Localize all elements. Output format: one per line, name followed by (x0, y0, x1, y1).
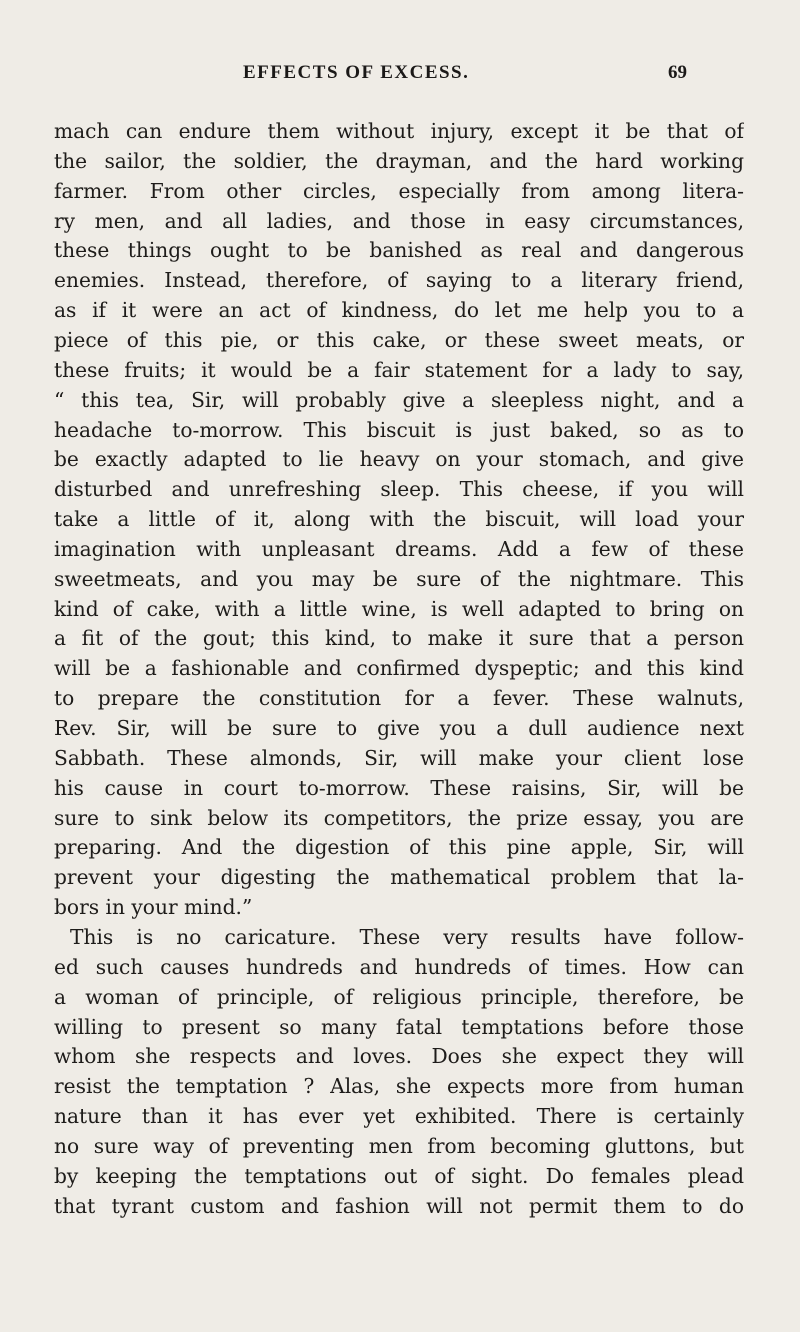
text-line: a fit of the gout; this kind, to make it sure that a person (54, 626, 744, 651)
text-line: be exactly adapted to lie heavy on your stomach, and give (54, 447, 744, 472)
page-number: 69 (668, 62, 687, 83)
text-line: to prepare the constitution for a fever. These walnuts, (54, 686, 744, 711)
text-line: ed such causes hundreds and hundreds of times. How can (54, 954, 744, 979)
text-line: as if it were an act of kindness, do let me help you to a (54, 298, 744, 323)
running-head (0, 62, 800, 90)
text-line: his cause in court to-morrow. These raisins, Sir, will be (54, 775, 744, 800)
text-line: sweetmeats, and you may be sure of the nightmare. This (54, 566, 744, 591)
text-line: mach can endure them without injury, except it be that of (54, 119, 744, 143)
text-line: Sabbath. These almonds, Sir, will make your client lose (54, 745, 744, 770)
text-line: the sailor, the soldier, the drayman, and the hard working (54, 148, 744, 173)
text-line: nature than it has ever yet exhibited. There is certainly (54, 1104, 744, 1129)
text-line: headache to-morrow. This biscuit is just baked, so as to (54, 417, 744, 442)
text-line: a woman of principle, of religious principle, therefore, be (54, 984, 744, 1009)
text-line: these things ought to be banished as real and dangerous (54, 238, 744, 263)
text-line: take a little of it, along with the biscuit, will load your (54, 507, 744, 532)
text-line: piece of this pie, or this cake, or these sweet meats, or (54, 327, 744, 352)
text-line: disturbed and unrefreshing sleep. This cheese, if you will (54, 477, 744, 502)
text-line: “ this tea, Sir, will probably give a sleepless night, and a (54, 387, 744, 412)
text-line: willing to present so many fatal temptations before those (54, 1014, 744, 1039)
text-line: resist the temptation ? Alas, she expects more from human (54, 1074, 744, 1099)
running-title: EFFECTS OF EXCESS. (243, 62, 470, 83)
text-line: that tyrant custom and fashion will not permit them to do (54, 1193, 744, 1218)
text-line: these fruits; it would be a fair statement for a lady to say, (54, 357, 744, 382)
text-line: prevent your digesting the mathematical problem that la- (54, 865, 744, 890)
text-line: no sure way of preventing men from becoming gluttons, but (54, 1133, 744, 1158)
text-line: whom she respects and loves. Does she expect they will (54, 1044, 744, 1069)
text-line: by keeping the temptations out of sight. Do females plead (54, 1163, 744, 1188)
text-line: sure to sink below its competitors, the prize essay, you are (54, 805, 744, 830)
text-line: imagination with unpleasant dreams. Add a few of these (54, 536, 744, 561)
text-line: kind of cake, with a little wine, is well adapted to bring on (54, 596, 744, 621)
text-line: ry men, and all ladies, and those in easy circumstances, (54, 208, 744, 233)
text-line: This is no caricature. These very results have follow- (70, 924, 744, 949)
text-line: bors in your mind.” (54, 895, 253, 920)
text-line: Rev. Sir, will be sure to give you a dull audience next (54, 716, 744, 740)
text-line: will be a fashionable and confirmed dyspeptic; and this kind (54, 656, 744, 681)
text-line: farmer. From other circles, especially from among litera- (54, 178, 744, 203)
text-line: preparing. And the digestion of this pine apple, Sir, will (54, 835, 744, 860)
text-line: enemies. Instead, therefore, of saying to a literary friend, (54, 268, 744, 293)
